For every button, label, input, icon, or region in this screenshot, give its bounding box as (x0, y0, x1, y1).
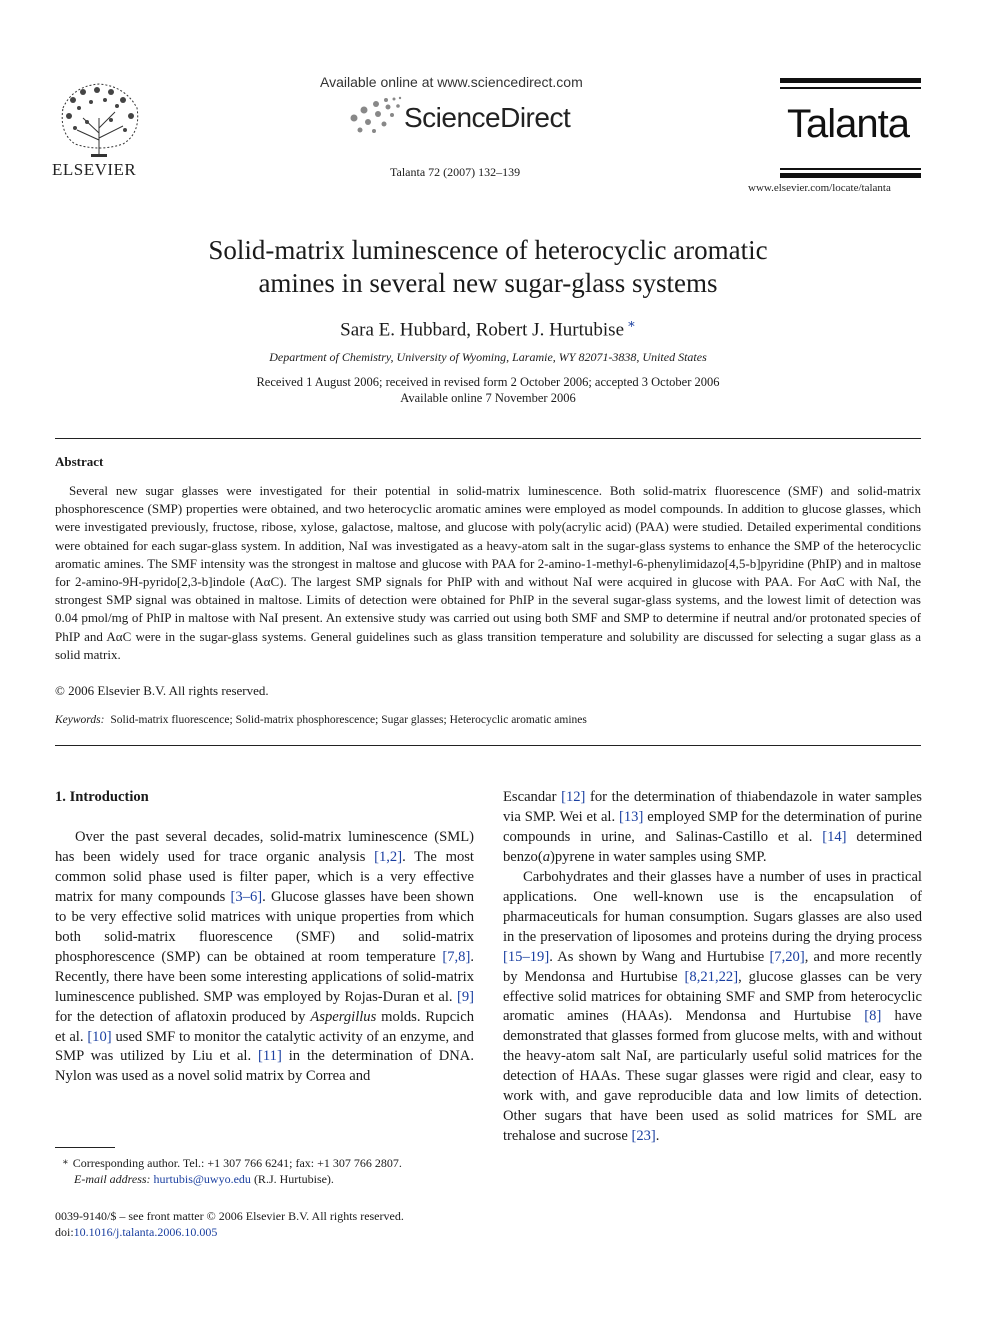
citation-link[interactable]: [12] (561, 789, 586, 805)
journal-rule-top-thick (780, 78, 921, 83)
footnote-mark: ∗ (62, 1157, 69, 1168)
issn-line: 0039-9140/$ – see front matter © 2006 Elsevier B.V. All rights reserved. (55, 1209, 404, 1223)
footnote-rule (55, 1147, 115, 1148)
abstract-body: Several new sugar glasses were investigated for their potential in solid-matrix luminescence. Both solid-matrix fluorescence (SMF) and solid-matrix phosphorescence (SMP) properties were obtained, and two heterocyclic aromatic amines were employed as model compounds. In addition to glucose glasses, which were investigated previously, fructose, ribose, xylose, galactose, maltose, and glucose with poly(acrylic acid) (PAA) were studied. Detailed experimental conditions were obtained for each sugar-glass system. In addition, NaI was investigated as a heavy-atom salt in the sugar-glass systems to enhance the SMP of the heterocyclic aromatic amines. The SMF intensity was the strongest in maltose and glucose with PAA for 2-amino-1-methyl-6-phenylimidazo[4,5-b]pyridine (PhIP) and in maltose for 2-amino-9H-pyrido[2,3-b]indole (AαC). The largest SMP signals for PhIP with and without NaI were acquired in glucose with PAA. For AαC with NaI, the strongest SMP signal was obtained in maltose. Limits of detection were obtained for PhIP in the several sugar-glass systems, and the lowest limit of detection was 0.04 pmol/mg of PhIP in maltose with NaI present. An extensive study was carried out using both SMF and SMP to determine if neutral and/or protonated species of PhIP and AαC were in the sugar-glass systems. General guidelines such as glass transition temperature and solubility are discussed for selecting a sugar glass as a solid matrix. (55, 483, 921, 662)
article-title (0, 234, 976, 300)
citation-link[interactable]: [23] (631, 1128, 656, 1145)
affiliation: Department of Chemistry, University of Wyoming, Laramie, WY 82071-3838, United States (269, 350, 707, 364)
citation-link[interactable]: [9] (456, 988, 474, 1005)
dates (0, 374, 976, 406)
column-left (55, 828, 474, 1087)
authors (0, 316, 976, 341)
author-names: Sara E. Hubbard, Robert J. Hurtubise (340, 319, 625, 341)
sciencedirect-dots-icon (346, 94, 406, 134)
footnote (62, 1155, 402, 1187)
citation-link[interactable]: [15–19] (503, 948, 550, 965)
available-online-text[interactable]: Available online at www.sciencedirect.com (320, 74, 583, 90)
keywords-list: Solid-matrix fluorescence; Solid-matrix phosphorescence; Sugar glasses; Heterocyclic aromatic amines (110, 714, 587, 726)
citation-link[interactable]: [7,8] (442, 948, 471, 965)
journal-rule-top-thin (780, 87, 921, 89)
journal-citation: Talanta 72 (2007) 132–139 (390, 165, 521, 179)
available-date: Available online 7 November 2006 (400, 391, 576, 405)
section-heading-introduction: 1. Introduction (55, 789, 149, 805)
divider-top (55, 438, 921, 439)
keywords (55, 714, 587, 726)
citation-link[interactable]: [11] (258, 1048, 282, 1065)
citation-link[interactable]: [3–6] (230, 888, 263, 905)
divider-bottom (55, 745, 921, 746)
column-right (503, 788, 922, 1147)
corresponding-author-mark[interactable]: ∗ (627, 316, 636, 331)
title-line-1: Solid-matrix luminescence of heterocyclic aromatic (208, 235, 768, 265)
abstract-heading: Abstract (55, 454, 104, 469)
citation-link[interactable]: [14] (822, 828, 847, 845)
sciencedirect-wordmark: ScienceDirect (404, 102, 571, 133)
doi-line: doi:10.1016/j.talanta.2006.10.005 (55, 1225, 218, 1239)
citation-link[interactable]: [8] (864, 1008, 882, 1025)
journal-url-link[interactable]: www.elsevier.com/locate/talanta (748, 182, 891, 194)
journal-rule-bottom-thin (780, 168, 921, 170)
citation-link[interactable]: [7,20] (769, 948, 805, 965)
citation-link[interactable]: [1,2] (374, 848, 403, 865)
title-line-2: amines in several new sugar-glass systems (258, 268, 718, 298)
publisher-name: ELSEVIER (52, 160, 137, 179)
front-matter (55, 1208, 404, 1240)
intro-paragraph-2: Carbohydrates and their glasses have a number of uses in practical applications. One well-known use is the encapsulation of pharmaceuticals for human consumption. Sugars glasses are also used in the preservation of liposomes and proteins during the drying process [15–19]. As shown by Wang and Hurtubise [7,20], and more recently by Mendonsa and Hurtubise [8,21,22], glucose glasses can be very effective solid matrices for obtaining SMF and SMP from heterocyclic aromatic amines (HAAs). Mendonsa and Hurtubise [8] have demonstrated that glasses formed from glucose melts, with and without the heavy-atom salt NaI, are particularly useful solid matrices for the detection of HAAs. These sugar glasses were rigid and clear, easy to work with, and gave reproducible data and low limits of detection. Other sugars that have been used as solid matrices for SML are trehalose and sucrose [23]. (503, 868, 923, 1145)
abstract-copyright: © 2006 Elsevier B.V. All rights reserved. (55, 683, 269, 698)
doi-link[interactable]: 10.1016/j.talanta.2006.10.005 (73, 1225, 218, 1239)
citation-link[interactable]: [13] (619, 808, 644, 825)
citation-link[interactable]: [10] (87, 1028, 112, 1045)
journal-name: Talanta (787, 102, 909, 146)
citation-link[interactable]: [8,21,22] (684, 968, 739, 985)
keywords-label: Keywords: (55, 714, 105, 726)
corresponding-author-note: ∗ Corresponding author. Tel.: +1 307 766 6241; fax: +1 307 766 2807. (62, 1156, 402, 1170)
email-note: E-mail address: hurtubis@uwyo.edu (R.J. Hurtubise). (74, 1172, 334, 1186)
email-link[interactable]: hurtubis@uwyo.edu (153, 1172, 251, 1186)
intro-paragraph-1-continued: Escandar [12] for the determination of thiabendazole in water samples via SMP. Wei et al. [13] employed SMP for the determination of purine compounds in urine, and Salinas-Castillo et al. [14] determined benzo(a)pyrene in water samples using SMP. (503, 789, 922, 865)
email-label: E-mail address: (74, 1172, 151, 1186)
received-dates: Received 1 August 2006; received in revised form 2 October 2006; accepted 3 October 2006 (256, 375, 720, 389)
intro-paragraph-1: Over the past several decades, solid-matrix luminescence (SML) has been widely used for trace organic analysis [1,2]. The most common solid phase used is filter paper, which is a very effective matrix for many compounds [3–6]. Glucose glasses have been shown to be very effective solid matrices with unique properties from which both solid-matrix fluorescence (SMF) and solid-matrix phosphorescence (SMP) can be obtained at room temperature [7,8]. Recently, there have been some interesting applications of solid-matrix luminescence published. SMP was employed by Rojas-Duran et al. [9] for the detection of aflatoxin produced by Aspergillus molds. Rupcich et al. [10] used SMF to monitor the catalytic activity of an enzyme, and SMP was utilized by Liu et al. [11] in the determination of DNA. Nylon was used as a novel solid matrix by Correa and (55, 829, 475, 1085)
journal-rule-bottom-thick (780, 173, 921, 178)
